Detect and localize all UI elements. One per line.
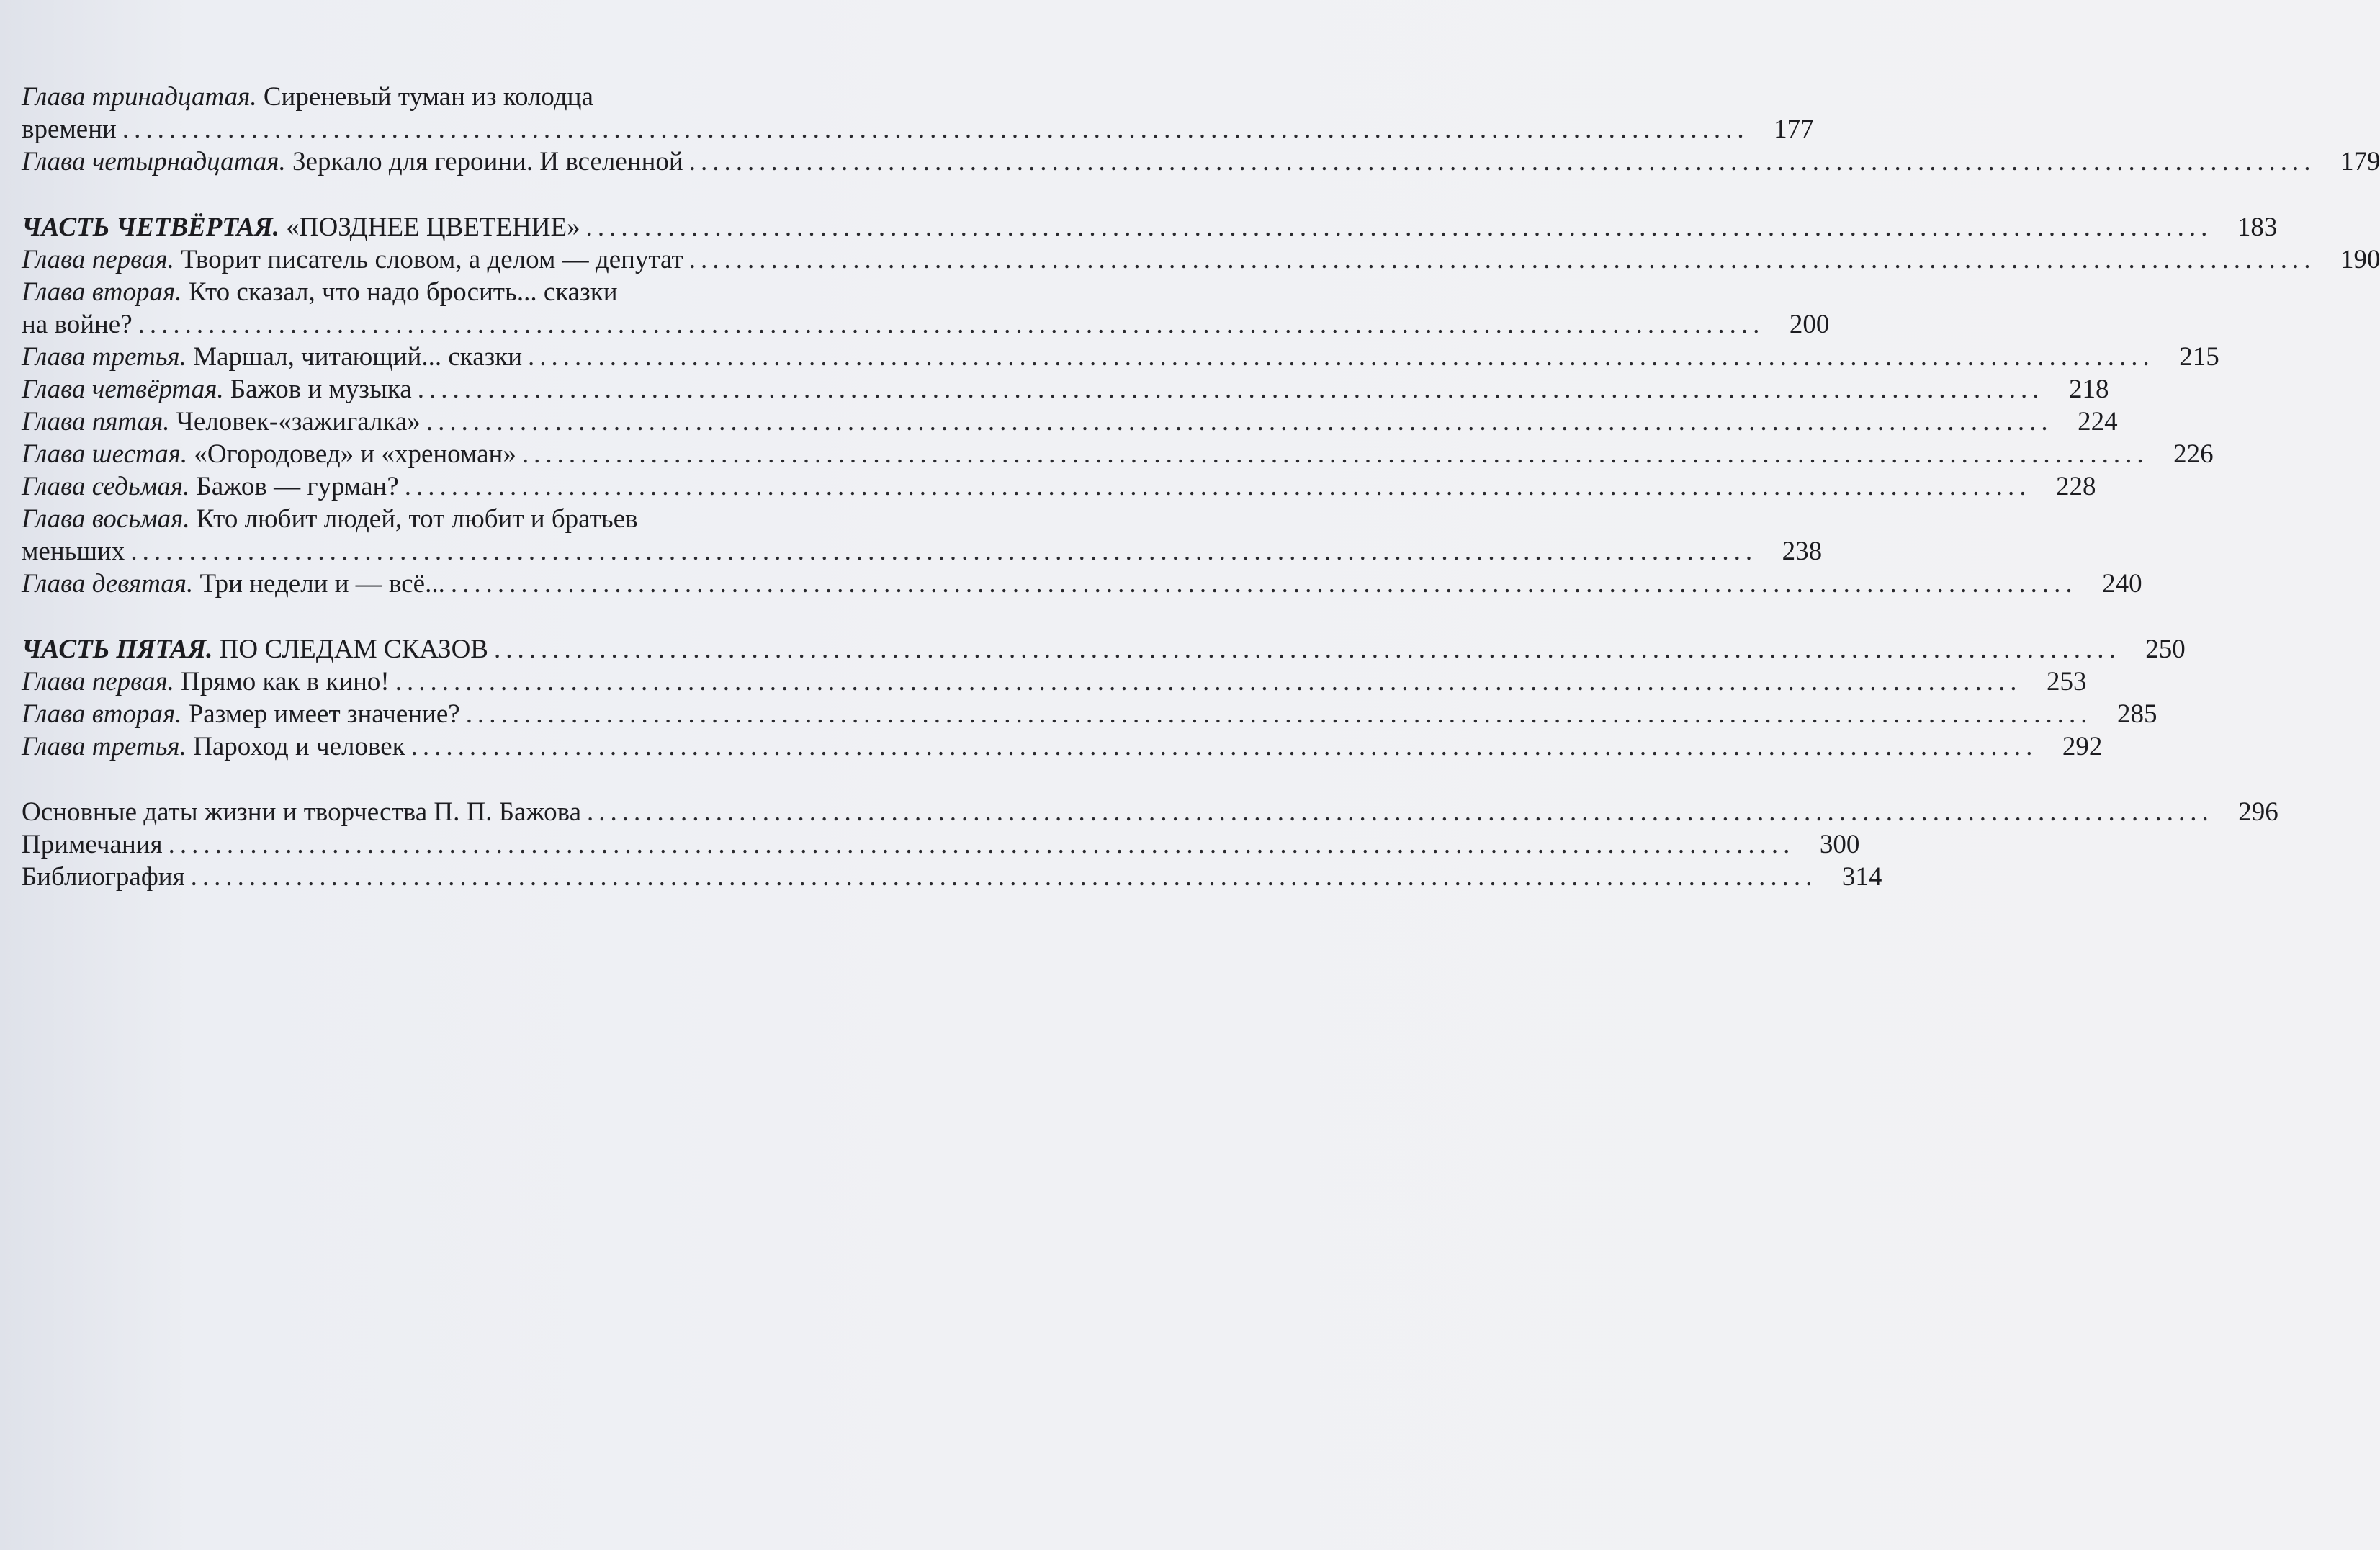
dot-leader: ........................................................................................................................................... (130, 537, 1758, 566)
toc-entry-line (22, 341, 2219, 373)
entry-title (22, 698, 460, 730)
toc-entry-line (22, 568, 2142, 600)
toc-entry-line (22, 796, 2278, 828)
page-number: 296 (2238, 797, 2278, 827)
dot-leader: ........................................................................................................................................... (404, 472, 2031, 501)
entry-title-text: на войне? (22, 310, 133, 339)
toc-entry[interactable] (22, 796, 2278, 828)
chapter-label: Глава шестая. (22, 439, 188, 469)
chapter-label: Глава первая. (22, 245, 174, 274)
page-number: 226 (2173, 439, 2214, 469)
entry-title (22, 861, 185, 893)
toc-entry[interactable] (22, 276, 1830, 341)
dot-leader: ........................................................................................................................................... (138, 310, 1765, 339)
entry-title-text: «ПОЗДНЕЕ ЦВЕТЕНИЕ» (279, 212, 580, 242)
entry-title-text: Пароход и человек (186, 732, 405, 761)
toc-entry[interactable] (22, 828, 1860, 861)
toc-entry-line (22, 666, 2087, 698)
dot-leader: ........................................................................................................................................... (410, 732, 2038, 761)
toc-entry-line (22, 243, 2380, 276)
toc-entry-line (22, 113, 1814, 145)
toc-entry[interactable] (22, 341, 2219, 373)
chapter-title-part: Сиреневый туман из колодца (256, 82, 593, 112)
toc-entry[interactable] (22, 81, 1814, 145)
toc-entry[interactable] (22, 730, 2103, 763)
entry-title (22, 633, 488, 666)
table-of-contents (22, 81, 2380, 893)
page-number: 179 (2340, 147, 2380, 176)
dot-leader: ........................................................................................................................................... (465, 699, 2093, 729)
entry-title (22, 730, 405, 763)
toc-entry-line (22, 730, 2103, 763)
entry-title-text: Бажов — гурман? (189, 472, 399, 501)
toc-entry[interactable] (22, 145, 2380, 178)
toc-part-entry[interactable] (22, 211, 2278, 243)
entry-title-text: Маршал, читающий... сказки (186, 342, 523, 372)
entry-title-text: меньших (22, 537, 125, 566)
toc-entry[interactable] (22, 666, 2087, 698)
toc-entry-line (22, 828, 1860, 861)
entry-title (22, 666, 390, 698)
toc-entry-line (22, 308, 1830, 341)
page-number: 218 (2068, 375, 2109, 404)
toc-entry[interactable] (22, 243, 2380, 276)
toc-entry[interactable] (22, 698, 2157, 730)
chapter-label: Глава третья. (22, 342, 187, 372)
entry-title-text: Три недели и — всё... (193, 569, 445, 599)
part-label: ЧАСТЬ ЧЕТВЁРТАЯ. (22, 212, 280, 242)
toc-entry-line (22, 373, 2109, 406)
toc-entry-first-line (22, 503, 893, 535)
entry-title (22, 406, 421, 438)
page-number: 238 (1782, 537, 1823, 566)
entry-title-text: Примечания (22, 830, 163, 859)
page-number: 224 (2078, 407, 2118, 436)
page-number: 300 (1819, 830, 1860, 859)
entry-title-text: Библиография (22, 862, 185, 892)
toc-entry-line (22, 145, 2380, 178)
page-number: 314 (1841, 862, 1882, 892)
chapter-label: Глава пятая. (22, 407, 170, 436)
toc-entry-line (22, 535, 1823, 568)
entry-title (22, 796, 581, 828)
chapter-label: Глава вторая. (22, 699, 182, 729)
chapter-title-part: Кто любит людей, тот любит и братьев (189, 504, 638, 534)
entry-title-text: Основные даты жизни и творчества П. П. Бажова (22, 797, 582, 827)
dot-leader: ........................................................................................................................................... (395, 667, 2022, 696)
entry-title-text: Зеркало для героини. И вселенной (285, 147, 683, 176)
section-gap (22, 763, 893, 796)
chapter-label: Глава девятая. (22, 569, 194, 599)
entry-title (22, 568, 445, 600)
toc-entry-line (22, 470, 2096, 503)
entry-title (22, 341, 522, 373)
dot-leader: ........................................................................................................................................... (493, 635, 2121, 664)
chapter-label: Глава четырнадцатая. (22, 147, 286, 176)
page-number: 177 (1774, 115, 1814, 144)
toc-entry-line (22, 438, 2214, 470)
chapter-title-part: Кто сказал, что надо бросить... сказки (181, 277, 618, 307)
toc-entry-line (22, 633, 2186, 666)
toc-part-entry[interactable] (22, 633, 2186, 666)
entry-title-text: Человек-«зажигалка» (169, 407, 421, 436)
toc-entry[interactable] (22, 438, 2214, 470)
chapter-label: Глава первая. (22, 667, 174, 696)
section-gap (22, 178, 893, 211)
page-number: 200 (1789, 310, 1830, 339)
dot-leader: ........................................................................................................................................... (585, 212, 2213, 242)
entry-title-text: Прямо как в кино! (174, 667, 390, 696)
toc-entry-line (22, 406, 2118, 438)
chapter-label: Глава седьмая. (22, 472, 190, 501)
toc-entry[interactable] (22, 861, 1882, 893)
dot-leader: ........................................................................................................................................... (190, 862, 1818, 892)
entry-title-text: Бажов и музыка (223, 375, 412, 404)
toc-entry-first-line (22, 81, 893, 113)
toc-entry-first-line (22, 276, 893, 308)
page-number: 285 (2116, 699, 2157, 729)
entry-title (22, 243, 683, 276)
dot-leader: ........................................................................................................................................... (688, 245, 2316, 274)
toc-entry-line (22, 698, 2157, 730)
entry-title (22, 308, 133, 341)
entry-title-text: ПО СЛЕДАМ СКАЗОВ (212, 635, 488, 664)
dot-leader: ........................................................................................................................................... (122, 115, 1749, 144)
entry-title (22, 438, 516, 470)
dot-leader: ........................................................................................................................................... (168, 830, 1795, 859)
part-label: ЧАСТЬ ПЯТАЯ. (22, 635, 213, 664)
page-number: 215 (2179, 342, 2219, 372)
page-number: 250 (2145, 635, 2186, 664)
chapter-label: Глава четвёртая. (22, 375, 224, 404)
dot-leader: ........................................................................................................................................... (417, 375, 2044, 404)
dot-leader: ........................................................................................................................................... (426, 407, 2053, 436)
toc-entry-line (22, 861, 1882, 893)
entry-title (22, 211, 580, 243)
entry-title (22, 535, 125, 568)
dot-leader: ........................................................................................................................................... (688, 147, 2316, 176)
dot-leader: ........................................................................................................................................... (587, 797, 2214, 827)
page-number: 228 (2056, 472, 2096, 501)
entry-title (22, 470, 399, 503)
toc-entry-line (22, 211, 2278, 243)
entry-title-text: времени (22, 115, 117, 144)
page-number: 240 (2102, 569, 2142, 599)
toc-entry[interactable] (22, 503, 1823, 568)
chapter-label: Глава вторая. (22, 277, 182, 307)
page-number: 190 (2340, 245, 2380, 274)
dot-leader: ........................................................................................................................................... (528, 342, 2155, 372)
entry-title (22, 113, 117, 145)
page-number: 183 (2237, 212, 2278, 242)
chapter-label: Глава третья. (22, 732, 187, 761)
entry-title-text: Размер имеет значение? (181, 699, 460, 729)
toc-entry[interactable] (22, 406, 2118, 438)
page-number: 253 (2047, 667, 2087, 696)
section-gap (22, 600, 893, 633)
page-number: 292 (2062, 732, 2103, 761)
dot-leader: ........................................................................................................................................... (450, 569, 2078, 599)
entry-title (22, 828, 163, 861)
toc-entry[interactable] (22, 568, 2142, 600)
chapter-label: Глава тринадцатая. (22, 82, 257, 112)
entry-title-text: Творит писатель словом, а делом — депутат (174, 245, 683, 274)
chapter-label: Глава восьмая. (22, 504, 190, 534)
entry-title-text: «Огородовед» и «хреноман» (187, 439, 516, 469)
entry-title (22, 145, 683, 178)
toc-entry[interactable] (22, 373, 2109, 406)
entry-title (22, 373, 412, 406)
toc-entry[interactable] (22, 470, 2096, 503)
dot-leader: ........................................................................................................................................... (521, 439, 2149, 469)
